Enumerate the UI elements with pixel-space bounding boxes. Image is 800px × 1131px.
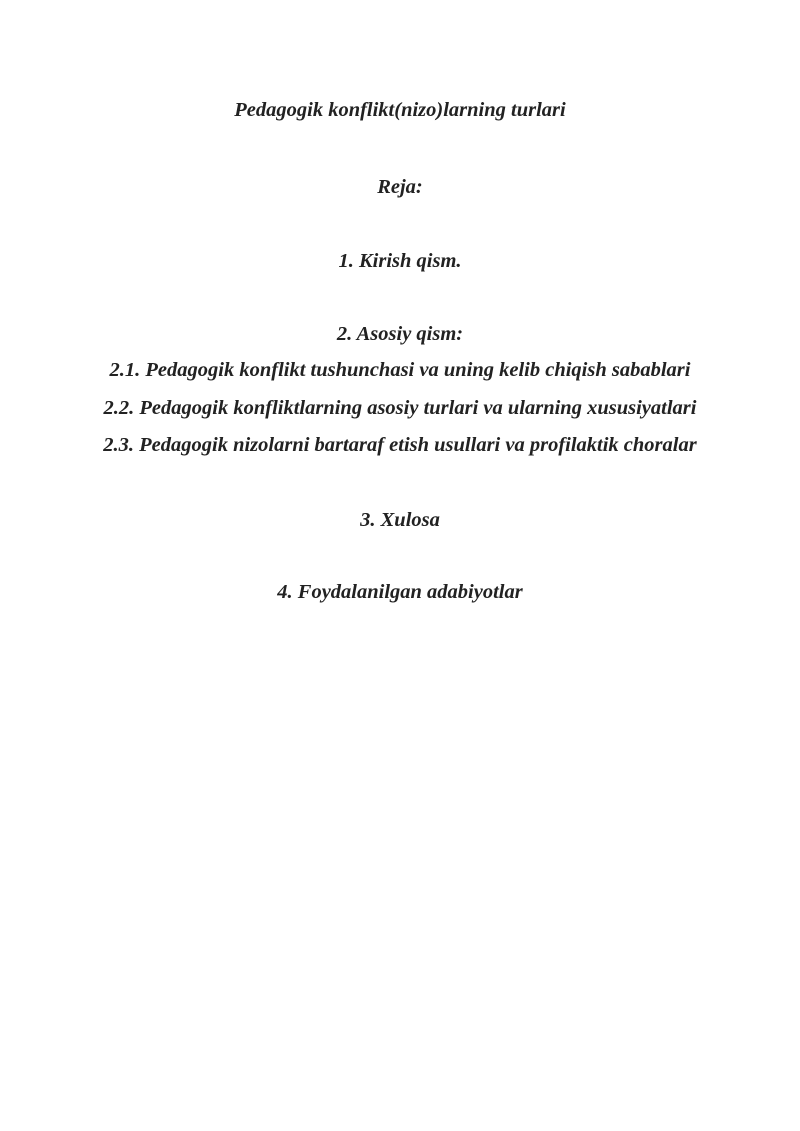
subsection-2-1: 2.1. Pedagogik konflikt tushunchasi va uning kelib chiqish sabablari [109, 359, 691, 381]
section-references: 4. Foydalanilgan adabiyotlar [277, 581, 523, 603]
section-conclusion: 3. Xulosa [360, 509, 440, 531]
section-main: 2. Asosiy qism: [336, 323, 464, 345]
subsection-2-2: 2.2. Pedagogik konfliktlarning asosiy turlari va ularning xususiyatlari [103, 397, 697, 419]
document-title: Pedagogik konflikt(nizo)larning turlari [234, 99, 566, 121]
section-intro: 1. Kirish qism. [338, 250, 462, 272]
plan-heading: Reja: [377, 176, 423, 198]
subsection-2-3: 2.3. Pedagogik nizolarni bartaraf etish usullari va profilaktik choralar [103, 434, 697, 456]
